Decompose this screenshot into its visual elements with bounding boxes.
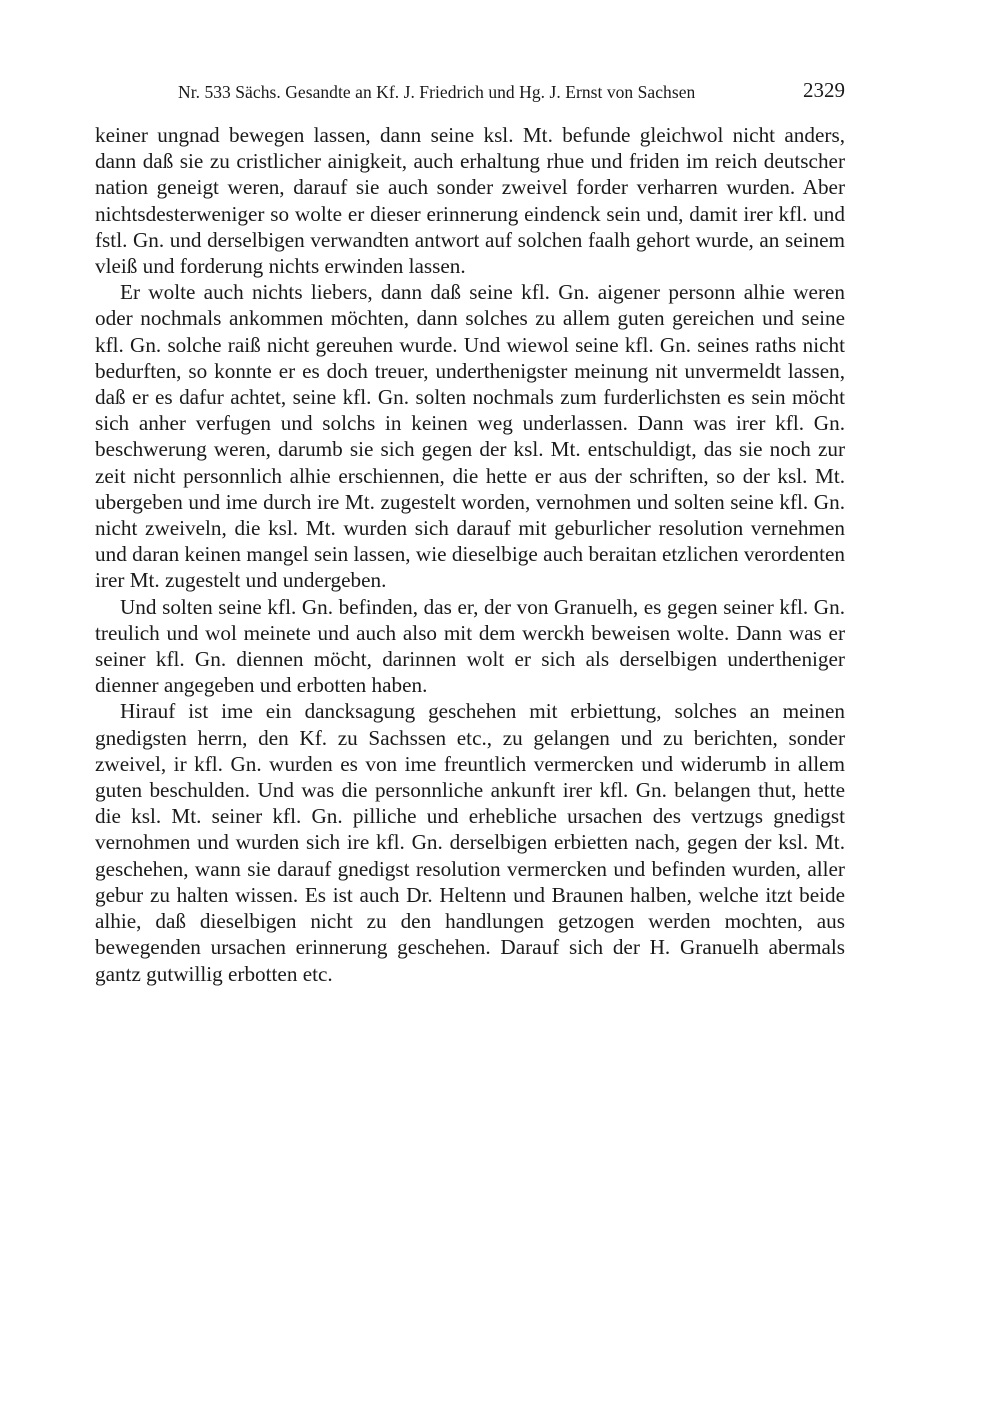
paragraph: Hirauf ist ime ein dancksagung geschehen mit erbiettung, solches an meinen gnedigsten herrn, den Kf. zu Sachssen etc., zu gelangen und zu berichten, sonder zweivel, ir kfl. Gn. wurden es von ime freuntlich vermercken und widerumb in allem guten beschulden. Und was die personnliche ankunft irer kfl. Gn. belangen thut, hette die ksl. Mt. seiner kfl. Gn. pilliche und erhebliche ursachen des vertzugs gnedigst vernohmen und wurden sich ire kfl. Gn. derselbigen erbietten nach, gegen der ksl. Mt. geschehen, wann sie darauf gnedigst resolution vermercken und befinden wurden, aller gebur zu halten wissen. Es ist auch Dr. Heltenn und Braunen halben, welche itzt beide alhie, daß dieselbigen nicht zu den handlungen getzogen werden mochten, aus bewegenden ursachen erinnerung geschehen. Darauf sich der H. Granuelh abermals gantz gutwillig erbotten etc. [95, 699, 845, 986]
document-page [95, 78, 845, 987]
paragraph: keiner ungnad bewegen lassen, dann seine ksl. Mt. befunde gleichwol nicht anders, dann daß sie zu cristlicher ainigkeit, auch erhaltung rhue und friden im reich deutscher nation geneigt weren, darauf sie auch sonder zweivel forder verharren wurden. Aber nichtsdesterweniger so wolte er dieser erinnerung eindenck sein und, damit irer kfl. und fstl. Gn. und derselbigen verwandten antwort auf solchen faalh gehort wurde, an seinem vleiß und forderung nichts erwinden lassen. [95, 123, 845, 279]
body-text [95, 122, 845, 987]
paragraph: Er wolte auch nichts liebers, dann daß seine kfl. Gn. aigener personn alhie weren oder nochmals ankommen möchten, dann solches zu allem guten gereichen und seine kfl. Gn. solche raiß nicht gereuhen wurde. Und wiewol seine kfl. Gn. seines raths nicht bedurften, so konnte er es doch treuer, underthenigster meinung nit unvermeldt lassen, daß er es dafur achtet, seine kfl. Gn. solten nochmals zum furderlichsten es sein möcht sich anher verfugen und solchs in keinen weg underlassen. Dann was irer kfl. Gn. beschwerung weren, darumb sie sich gegen der ksl. Mt. entschuldigt, das sie noch zur zeit nicht personnlich alhie erschiennen, die hette er aus der schriften, so der ksl. Mt. ubergeben und ime durch ire Mt. zugestelt worden, vernohmen und solten seine kfl. Gn. nicht zweiveln, die ksl. Mt. wurden sich darauf mit geburlicher resolution vernehmen und daran keinen mangel sein lassen, wie dieselbige auch beraitan etzlichen verordenten irer Mt. zugestelt und undergeben. [95, 280, 845, 593]
paragraph: Und solten seine kfl. Gn. befinden, das er, der von Granuelh, es gegen seiner kfl. Gn. treulich und wol meinete und auch also mit dem werckh beweisen wolte. Dann was er seiner kfl. Gn. diennen möcht, darinnen wolt er sich als derselbigen undertheniger dienner angegeben und erbotten haben. [95, 594, 845, 698]
page-number: 2329 [803, 78, 845, 102]
running-head [95, 78, 845, 108]
running-title: Nr. 533 Sächs. Gesandte an Kf. J. Friedrich und Hg. J. Ernst von Sachsen [178, 82, 696, 102]
